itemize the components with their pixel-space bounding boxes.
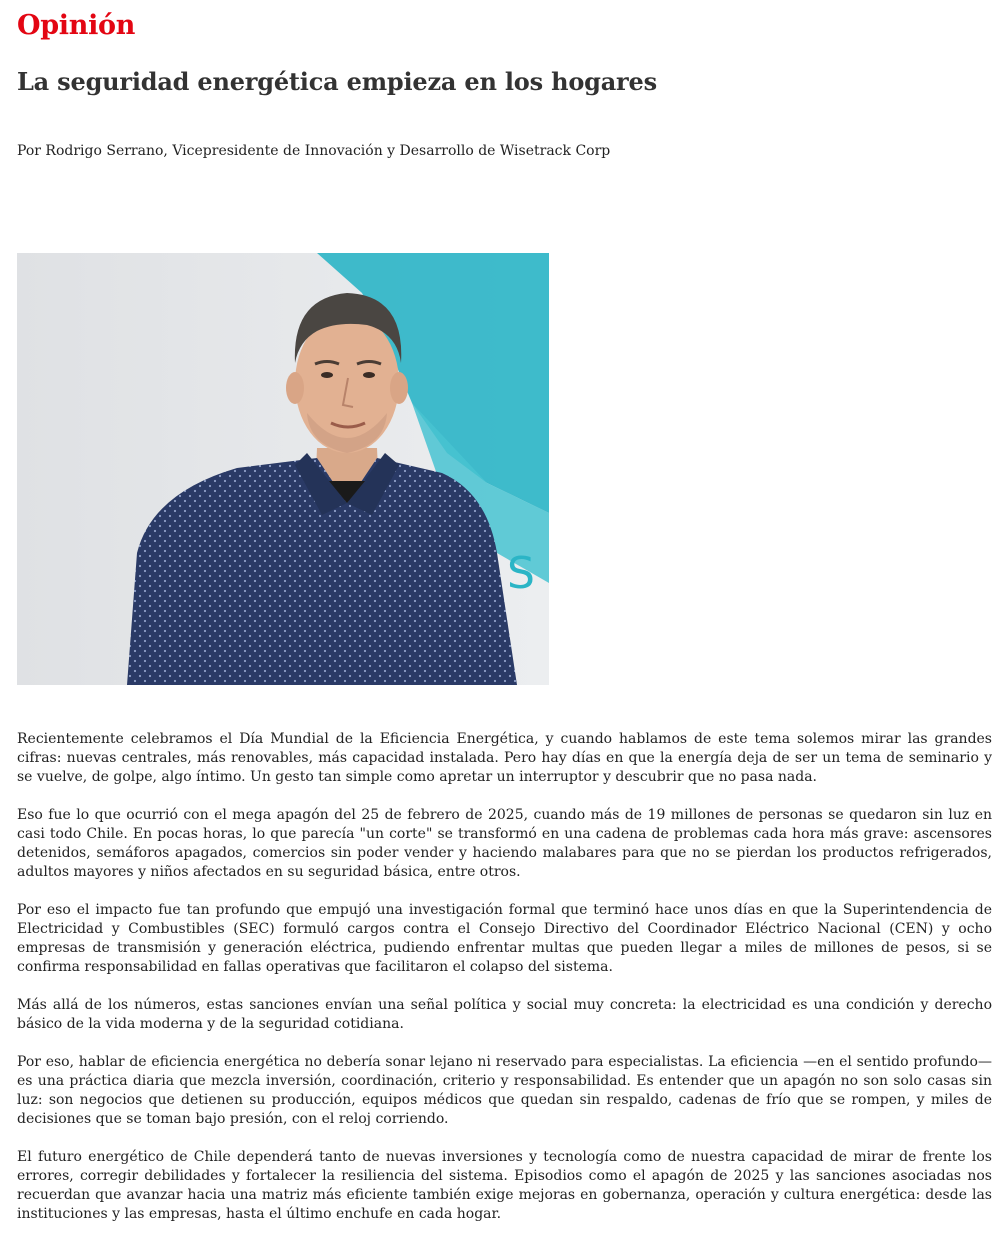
author-portrait-illustration [17,253,549,685]
eye-right [363,372,375,378]
article-body [17,730,992,1243]
paragraph: Recientemente celebramos el Día Mundial de la Eficiencia Energética, y cuando hablamos de este tema solemos mirar las grandes cifras: nuevas centrales, más renovables, más capacidad instalada. Pero hay días en que la energía deja de ser un tema de seminario y se vuelve, de golpe, algo íntimo. Un gesto tan simple como apretar un interruptor y descubrir que no pasa nada. [17,731,992,785]
wall-logo-letter: S [507,548,535,599]
section-label[interactable]: Opinión [17,10,136,41]
ear-left [286,372,304,404]
article-headline: La seguridad energética empieza en los hogares [17,67,657,96]
paragraph: Por eso el impacto fue tan profundo que empujó una investigación formal que terminó hace unos días en que la Superintendencia de Electricidad y Combustibles (SEC) formuló cargos contra el Consejo Directivo del Coordinador Eléctrico Nacional (CEN) y ocho empresas de transmisión y generación eléctrica, pudiendo enfrentar multas que pueden llegar a miles de millones de pesos, si se confirma responsabilidad en fallas operativas que facilitaron el colapso del sistema. [17,902,992,975]
ear-right [390,372,408,404]
paragraph: Por eso, hablar de eficiencia energética no debería sonar lejano ni reservado para especialistas. La eficiencia —en el sentido profundo— es una práctica diaria que mezcla inversión, coordinación, criterio y responsabilidad. Es entender que un apagón no son solo casas sin luz: son negocios que detienen su producción, equipos médicos que quedan sin respaldo, cadenas de frío que se rompen, y miles de decisiones que se toman bajo presión, con el reloj corriendo. [17,1054,992,1127]
paragraph: El futuro energético de Chile dependerá tanto de nuevas inversiones y tecnología como de nuestra capacidad de mirar de frente los errores, corregir debilidades y fortalecer la resiliencia del sistema. Episodios como el apagón de 2025 y las sanciones asociadas nos recuerdan que avanzar hacia una matriz más eficiente también exige mejoras en gobernanza, operación y cultura energética: desde las instituciones y las empresas, hasta el último enchufe en cada hogar. [17,1149,992,1222]
article-byline: Por Rodrigo Serrano, Vicepresidente de Innovación y Desarrollo de Wisetrack Corp [17,143,611,159]
paragraph: Eso fue lo que ocurrió con el mega apagón del 25 de febrero de 2025, cuando más de 19 millones de personas se quedaron sin luz en casi todo Chile. En pocas horas, lo que parecía "un corte" se transformó en una cadena de problemas cada hora más grave: ascensores detenidos, semáforos apagados, comercios sin poder vender y haciendo malabares para que no se pierdan los productos refrigerados, adultos mayores y niños afectados en su seguridad básica, entre otros. [17,807,992,880]
eye-left [321,372,333,378]
paragraph: Más allá de los números, estas sanciones envían una señal política y social muy concreta: la electricidad es una condición y derecho básico de la vida moderna y de la seguridad cotidiana. [17,997,992,1032]
author-photo [17,253,549,685]
